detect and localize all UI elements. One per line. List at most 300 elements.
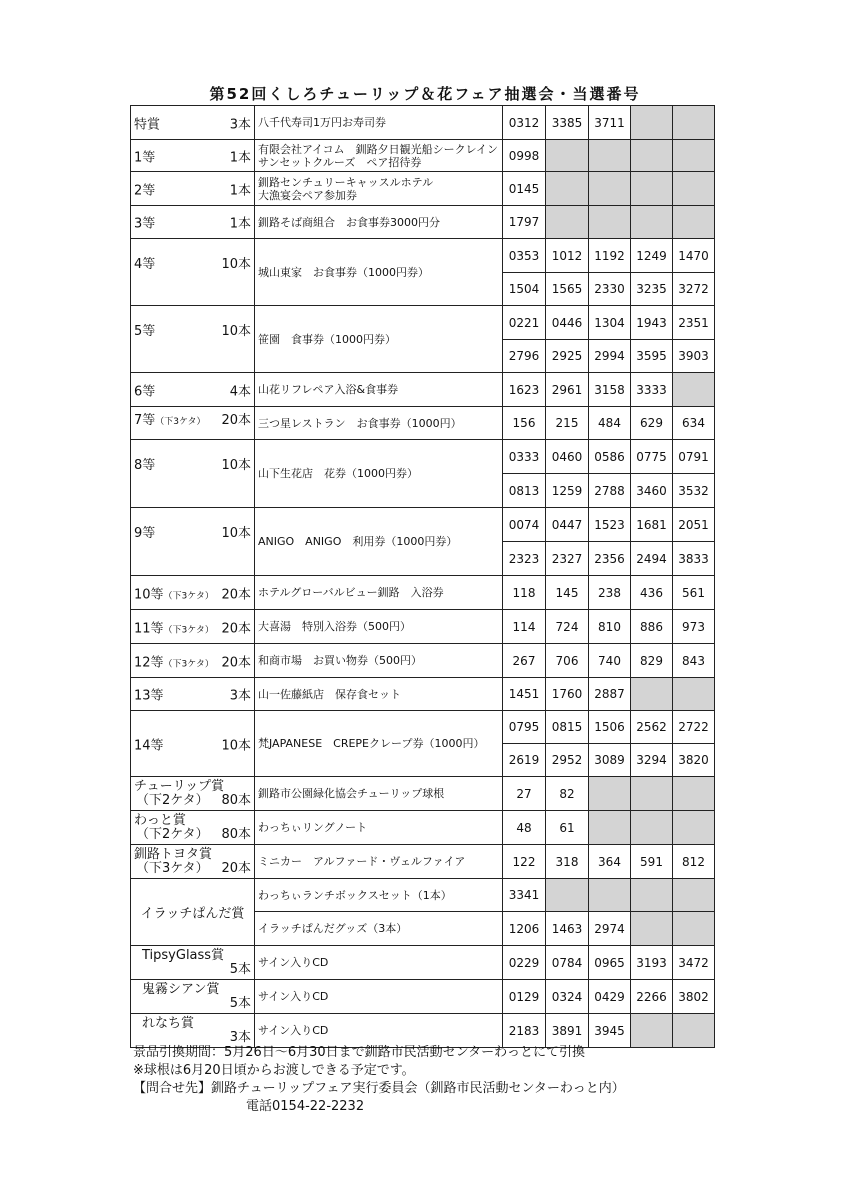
digit-rule: （下3ケタ） xyxy=(155,417,206,427)
prize-rank-cell xyxy=(131,576,255,610)
prize-rank xyxy=(134,522,155,541)
prize-item-text: 有限会社アイコム 釧路夕日観光船シークレイン xyxy=(258,142,499,156)
winning-number: 1206 xyxy=(503,912,546,946)
prize-count: 20本 xyxy=(221,587,251,602)
winning-number: 1470 xyxy=(673,239,715,273)
empty-number-cell xyxy=(631,172,673,206)
prize-rank: 鬼霧シアン賞 xyxy=(142,981,220,997)
prize-item-text: 釧路そば商組合 お食事券3000円分 xyxy=(258,215,440,229)
prize-item-text: サイン入りCD xyxy=(258,990,329,1003)
empty-number-cell xyxy=(589,879,631,912)
winning-number: 0145 xyxy=(503,172,546,206)
empty-number-cell xyxy=(589,140,631,172)
prize-count: 10本 xyxy=(221,257,251,272)
prize-rank xyxy=(134,409,206,428)
empty-number-cell xyxy=(589,811,631,845)
winning-number: 0791 xyxy=(673,440,715,474)
digit-rule: （下3ケタ） xyxy=(163,625,214,635)
empty-number-cell xyxy=(673,678,715,711)
prize-item-cell xyxy=(255,845,503,879)
prize-rank: れなち賞 xyxy=(142,1015,195,1031)
digit-rule: （下2ケタ） xyxy=(136,792,209,808)
winning-number: 1523 xyxy=(589,508,631,542)
table-row xyxy=(131,106,715,140)
empty-number-cell xyxy=(631,106,673,140)
prize-item-cell xyxy=(255,711,503,777)
empty-number-cell xyxy=(589,206,631,239)
winning-number: 2796 xyxy=(503,340,546,373)
winning-number: 2183 xyxy=(503,1014,546,1048)
winning-number: 2327 xyxy=(546,542,589,576)
winning-number: 724 xyxy=(546,610,589,644)
prize-rank-cell xyxy=(131,407,255,440)
empty-number-cell xyxy=(589,172,631,206)
prize-rank: TipsyGlass賞 xyxy=(142,947,225,963)
winning-number: 436 xyxy=(631,576,673,610)
prize-rank-cell xyxy=(131,306,255,373)
winning-number: 0965 xyxy=(589,946,631,980)
prize-count: 10本 xyxy=(221,324,251,339)
prize-rank-cell xyxy=(131,777,255,811)
winning-number: 740 xyxy=(589,644,631,678)
prize-item-text: ミニカー アルファード・ヴェルファイア xyxy=(258,855,466,868)
prize-rank xyxy=(134,454,155,473)
winning-number: 2722 xyxy=(673,711,715,744)
prize-rank: イラッチぱんだ賞 xyxy=(140,906,245,922)
prize-rank xyxy=(134,583,214,602)
winning-number: 3472 xyxy=(673,946,715,980)
winning-number: 1259 xyxy=(546,474,589,508)
winning-number: 61 xyxy=(546,811,589,845)
prize-rank-text: 4等 xyxy=(134,257,156,272)
winning-number: 118 xyxy=(503,576,546,610)
prize-rank xyxy=(134,685,164,704)
prize-rank xyxy=(134,113,160,132)
winning-number: 48 xyxy=(503,811,546,845)
prize-count: 20本 xyxy=(221,413,251,428)
winning-number: 3891 xyxy=(546,1014,589,1048)
winning-number: 0460 xyxy=(546,440,589,474)
winning-number: 1565 xyxy=(546,273,589,306)
prize-item-text: 三つ星レストラン お食事券（1000円） xyxy=(258,416,462,430)
table-row xyxy=(131,1014,715,1048)
winning-number: 3711 xyxy=(589,106,631,140)
empty-number-cell xyxy=(631,777,673,811)
prize-detail-line xyxy=(134,828,251,842)
prize-rank-cell xyxy=(131,711,255,777)
winning-number: 0586 xyxy=(589,440,631,474)
empty-number-cell xyxy=(589,777,631,811)
winning-number: 114 xyxy=(503,610,546,644)
digit-rule: （下2ケタ） xyxy=(136,826,209,842)
empty-number-cell xyxy=(546,140,589,172)
prize-item-cell xyxy=(255,140,503,172)
prize-rank-cell xyxy=(131,106,255,140)
prize-rank xyxy=(134,320,155,339)
empty-number-cell xyxy=(673,172,715,206)
prize-rank xyxy=(134,617,214,636)
winning-number: 318 xyxy=(546,845,589,879)
winning-number: 3595 xyxy=(631,340,673,373)
prize-count: 1本 xyxy=(229,216,251,232)
prize-item-cell xyxy=(255,440,503,508)
prize-rank-text: 13等 xyxy=(134,688,164,704)
prize-detail-line xyxy=(134,1031,251,1045)
winning-number: 3385 xyxy=(546,106,589,140)
prize-rank xyxy=(134,179,155,198)
prize-item-text: 梵JAPANESE CREPEクレープ券（1000円） xyxy=(258,737,485,750)
table-row xyxy=(131,845,715,879)
winning-number: 843 xyxy=(673,644,715,678)
winning-number: 364 xyxy=(589,845,631,879)
prize-item-cell xyxy=(255,811,503,845)
prize-rank-cell xyxy=(131,373,255,407)
contact-info: 【問合せ先】釧路チューリップフェア実行委員会（釧路市民活動センターわっと内） xyxy=(133,1081,625,1096)
prize-label xyxy=(134,983,251,1011)
prize-item-text: 城山東家 お食事券（1000円券） xyxy=(258,265,429,279)
winning-number: 3193 xyxy=(631,946,673,980)
prize-rank-cell xyxy=(131,206,255,239)
prize-item-cell xyxy=(255,1014,503,1048)
prize-label xyxy=(134,949,251,977)
prize-item-cell xyxy=(255,373,503,407)
prize-item-cell xyxy=(255,172,503,206)
prize-item-cell xyxy=(255,407,503,440)
empty-number-cell xyxy=(673,106,715,140)
winning-number: 3460 xyxy=(631,474,673,508)
prize-rank-cell xyxy=(131,172,255,206)
winning-number: 0129 xyxy=(503,980,546,1014)
winning-number: 2974 xyxy=(589,912,631,946)
prize-rank-text: 特賞 xyxy=(134,117,161,132)
prize-detail-line xyxy=(134,794,251,808)
prize-rank xyxy=(134,380,155,399)
prize-rank-text: 14等 xyxy=(134,738,164,753)
prize-rank-cell xyxy=(131,610,255,644)
prize-count: 3本 xyxy=(229,117,251,132)
winning-number: 3341 xyxy=(503,879,546,912)
empty-number-cell xyxy=(546,172,589,206)
winning-number: 810 xyxy=(589,610,631,644)
winning-number: 0353 xyxy=(503,239,546,273)
prize-item-cell xyxy=(255,946,503,980)
prize-rank-text: 5等 xyxy=(134,324,156,339)
prize-item-cell xyxy=(255,206,503,239)
prize-item-text: 八千代寿司1万円お寿司券 xyxy=(258,116,386,129)
table-row xyxy=(131,678,715,711)
winning-number: 886 xyxy=(631,610,673,644)
winning-number: 0429 xyxy=(589,980,631,1014)
winning-number: 3158 xyxy=(589,373,631,407)
winning-number: 1304 xyxy=(589,306,631,340)
winning-number: 3820 xyxy=(673,744,715,777)
prize-item-cell xyxy=(255,239,503,306)
winning-number: 0221 xyxy=(503,306,546,340)
prize-item-cell xyxy=(255,576,503,610)
prize-count: 80本 xyxy=(221,826,251,842)
prize-count: 5本 xyxy=(229,995,251,1011)
winning-number: 3333 xyxy=(631,373,673,407)
prize-item-cell xyxy=(255,644,503,678)
winning-number: 0074 xyxy=(503,508,546,542)
table-row xyxy=(131,811,715,845)
prize-item-cell xyxy=(255,912,503,946)
winning-number: 0795 xyxy=(503,711,546,744)
prize-count: 20本 xyxy=(221,655,251,670)
winning-number: 2788 xyxy=(589,474,631,508)
winning-number: 156 xyxy=(503,407,546,440)
prize-rank-text: 12等 xyxy=(134,655,164,670)
winning-number: 2887 xyxy=(589,678,631,711)
prize-item-text: 笹園 食事券（1000円券） xyxy=(258,332,396,346)
winning-number: 3294 xyxy=(631,744,673,777)
page-title: 第52回くしろチューリップ＆花フェア抽選会・当選番号 xyxy=(209,85,641,103)
prize-item-cell xyxy=(255,610,503,644)
prize-rank: 釧路トヨタ賞 xyxy=(134,846,213,862)
winning-number: 1192 xyxy=(589,239,631,273)
winning-number: 1451 xyxy=(503,678,546,711)
winning-number: 27 xyxy=(503,777,546,811)
empty-number-cell xyxy=(631,140,673,172)
prize-rank xyxy=(134,213,155,232)
winning-number: 0312 xyxy=(503,106,546,140)
prize-label xyxy=(134,848,251,876)
empty-number-cell xyxy=(631,206,673,239)
prize-rank: チューリップ賞 xyxy=(134,778,225,794)
winning-number: 973 xyxy=(673,610,715,644)
table-row xyxy=(131,610,715,644)
prize-item-text: ANIGO ANIGO 利用券（1000円券） xyxy=(258,535,458,548)
prize-count: 3本 xyxy=(229,688,251,704)
prize-rank-cell xyxy=(131,678,255,711)
winning-number: 267 xyxy=(503,644,546,678)
prize-rank-text: 1等 xyxy=(134,150,156,165)
winning-number: 3945 xyxy=(589,1014,631,1048)
winning-number: 82 xyxy=(546,777,589,811)
prize-count: 20本 xyxy=(221,621,251,636)
prize-rank xyxy=(134,651,214,670)
prize-detail-line xyxy=(134,997,251,1011)
table-row xyxy=(131,879,715,912)
prize-item-cell xyxy=(255,777,503,811)
winning-number: 2266 xyxy=(631,980,673,1014)
winning-number: 1623 xyxy=(503,373,546,407)
prize-count: 4本 xyxy=(229,384,251,399)
prize-item-text: 釧路市公園緑化協会チューリップ球根 xyxy=(258,787,445,800)
winning-number: 2356 xyxy=(589,542,631,576)
empty-number-cell xyxy=(673,373,715,407)
prize-item-text: サンセットクルーズ ペア招待券 xyxy=(258,155,422,169)
empty-number-cell xyxy=(631,811,673,845)
winning-number: 0324 xyxy=(546,980,589,1014)
prize-item-text: わっちぃリングノート xyxy=(258,821,368,834)
winning-number: 0775 xyxy=(631,440,673,474)
table-row xyxy=(131,206,715,239)
prize-rank-cell xyxy=(131,946,255,980)
winning-number: 215 xyxy=(546,407,589,440)
prize-rank-cell xyxy=(131,140,255,172)
winning-number: 812 xyxy=(673,845,715,879)
winning-number: 3833 xyxy=(673,542,715,576)
table-row xyxy=(131,576,715,610)
winning-number: 2494 xyxy=(631,542,673,576)
winning-number: 1463 xyxy=(546,912,589,946)
empty-number-cell xyxy=(673,879,715,912)
prize-detail-line xyxy=(134,963,251,977)
winning-number: 0447 xyxy=(546,508,589,542)
empty-number-cell xyxy=(673,1014,715,1048)
winning-number: 0815 xyxy=(546,711,589,744)
prize-item-cell xyxy=(255,508,503,576)
empty-number-cell xyxy=(631,912,673,946)
table-row xyxy=(131,777,715,811)
winning-number: 122 xyxy=(503,845,546,879)
bulb-note: ※球根は6月20日頃からお渡しできる予定です。 xyxy=(133,1063,415,1078)
prize-rank-text: 8等 xyxy=(134,458,156,473)
winning-number: 3532 xyxy=(673,474,715,508)
winning-number: 3235 xyxy=(631,273,673,306)
winning-number: 2323 xyxy=(503,542,546,576)
table-row xyxy=(131,440,715,474)
prize-count: 5本 xyxy=(229,961,251,977)
prize-item-text: 山花リフレペア入浴&食事券 xyxy=(258,383,399,396)
prize-label xyxy=(134,1017,251,1045)
prize-rank xyxy=(134,253,155,272)
prize-rank-text: 3等 xyxy=(134,216,156,232)
table-row xyxy=(131,946,715,980)
winning-number: 2994 xyxy=(589,340,631,373)
prize-rank: わっと賞 xyxy=(134,812,186,828)
winning-number: 1943 xyxy=(631,306,673,340)
table-row xyxy=(131,407,715,440)
table-row xyxy=(131,306,715,340)
winning-number: 1504 xyxy=(503,273,546,306)
prize-label xyxy=(134,814,251,842)
table-row xyxy=(131,373,715,407)
winning-number: 634 xyxy=(673,407,715,440)
prize-count: 3本 xyxy=(229,1029,251,1045)
winning-number: 3089 xyxy=(589,744,631,777)
winning-number: 1506 xyxy=(589,711,631,744)
prize-rank-text: 6等 xyxy=(134,384,156,399)
digit-rule: （下3ケタ） xyxy=(136,860,209,876)
empty-number-cell xyxy=(546,206,589,239)
winning-number: 0446 xyxy=(546,306,589,340)
empty-number-cell xyxy=(673,811,715,845)
prize-item-text: 山一佐藤紙店 保存食セット xyxy=(258,687,401,701)
winning-number: 1760 xyxy=(546,678,589,711)
prize-rank xyxy=(134,146,155,165)
footer-notes xyxy=(133,1044,625,1116)
empty-number-cell xyxy=(631,678,673,711)
prize-item-text: ホテルグローバルビュー釧路 入浴券 xyxy=(258,586,444,599)
empty-number-cell xyxy=(546,879,589,912)
prize-rank-cell xyxy=(131,508,255,576)
prize-rank xyxy=(134,734,164,753)
winning-number: 0333 xyxy=(503,440,546,474)
table-row xyxy=(131,140,715,172)
prize-count: 10本 xyxy=(221,458,251,473)
digit-rule: （下3ケタ） xyxy=(163,659,214,669)
empty-number-cell xyxy=(673,777,715,811)
winning-number: 1249 xyxy=(631,239,673,273)
winning-number: 0813 xyxy=(503,474,546,508)
prize-count: 10本 xyxy=(221,526,251,541)
prize-rank-cell xyxy=(131,980,255,1014)
winning-number: 238 xyxy=(589,576,631,610)
winning-number: 145 xyxy=(546,576,589,610)
winning-number: 1797 xyxy=(503,206,546,239)
prize-rank-text: 2等 xyxy=(134,183,156,198)
prize-rank-cell xyxy=(131,1014,255,1048)
prize-rank-cell xyxy=(131,239,255,306)
prize-rank-cell xyxy=(131,845,255,879)
digit-rule: （下3ケタ） xyxy=(163,591,214,601)
prize-count: 1本 xyxy=(229,150,251,165)
prize-rank-cell xyxy=(131,879,255,946)
prize-count: 10本 xyxy=(221,738,251,753)
table-row xyxy=(131,711,715,744)
winning-number: 2925 xyxy=(546,340,589,373)
prize-rank-cell xyxy=(131,644,255,678)
table-row xyxy=(131,239,715,273)
winning-number: 2562 xyxy=(631,711,673,744)
prize-count: 80本 xyxy=(221,792,251,808)
prize-item-cell xyxy=(255,678,503,711)
prize-item-cell xyxy=(255,980,503,1014)
prize-label xyxy=(134,780,251,808)
prize-rank-text: 9等 xyxy=(134,526,156,541)
prize-item-text: わっちぃランチボックスセット（1本） xyxy=(258,888,452,902)
winning-number: 2051 xyxy=(673,508,715,542)
winning-number: 2330 xyxy=(589,273,631,306)
prize-detail-line xyxy=(134,862,251,876)
phone-number: 電話0154-22-2232 xyxy=(246,1099,365,1114)
prize-item-text: サイン入りCD xyxy=(258,956,329,969)
prize-count: 20本 xyxy=(221,860,251,876)
prize-item-text: 釧路センチュリーキャッスルホテル xyxy=(258,175,434,189)
prize-item-cell xyxy=(255,879,503,912)
winning-number: 484 xyxy=(589,407,631,440)
prize-item-text: 和商市場 お買い物券（500円） xyxy=(258,654,422,667)
winning-number: 1012 xyxy=(546,239,589,273)
winning-number: 829 xyxy=(631,644,673,678)
winning-number: 3272 xyxy=(673,273,715,306)
redemption-period: 景品引換期間：5月26日～6月30日まで釧路市民活動センターわっとにて引換 xyxy=(133,1045,585,1060)
winning-number: 3903 xyxy=(673,340,715,373)
prize-item-text: 大喜湯 特別入浴券（500円） xyxy=(258,620,411,633)
prize-item-text: イラッチぱんだグッズ（3本） xyxy=(258,922,408,935)
empty-number-cell xyxy=(631,1014,673,1048)
winning-number: 2619 xyxy=(503,744,546,777)
table-row xyxy=(131,172,715,206)
winning-number: 0998 xyxy=(503,140,546,172)
winning-number: 2351 xyxy=(673,306,715,340)
table-row xyxy=(131,508,715,542)
winning-number: 2952 xyxy=(546,744,589,777)
prize-item-text: 大漁宴会ペア参加券 xyxy=(258,188,357,202)
table-row xyxy=(131,644,715,678)
winning-number: 706 xyxy=(546,644,589,678)
winning-number: 3802 xyxy=(673,980,715,1014)
empty-number-cell xyxy=(673,912,715,946)
prize-rank-cell xyxy=(131,440,255,508)
winning-numbers-table xyxy=(130,105,715,1048)
empty-number-cell xyxy=(673,140,715,172)
prize-item-text: サイン入りCD xyxy=(258,1024,329,1037)
prize-count: 1本 xyxy=(229,183,251,198)
winning-number: 629 xyxy=(631,407,673,440)
